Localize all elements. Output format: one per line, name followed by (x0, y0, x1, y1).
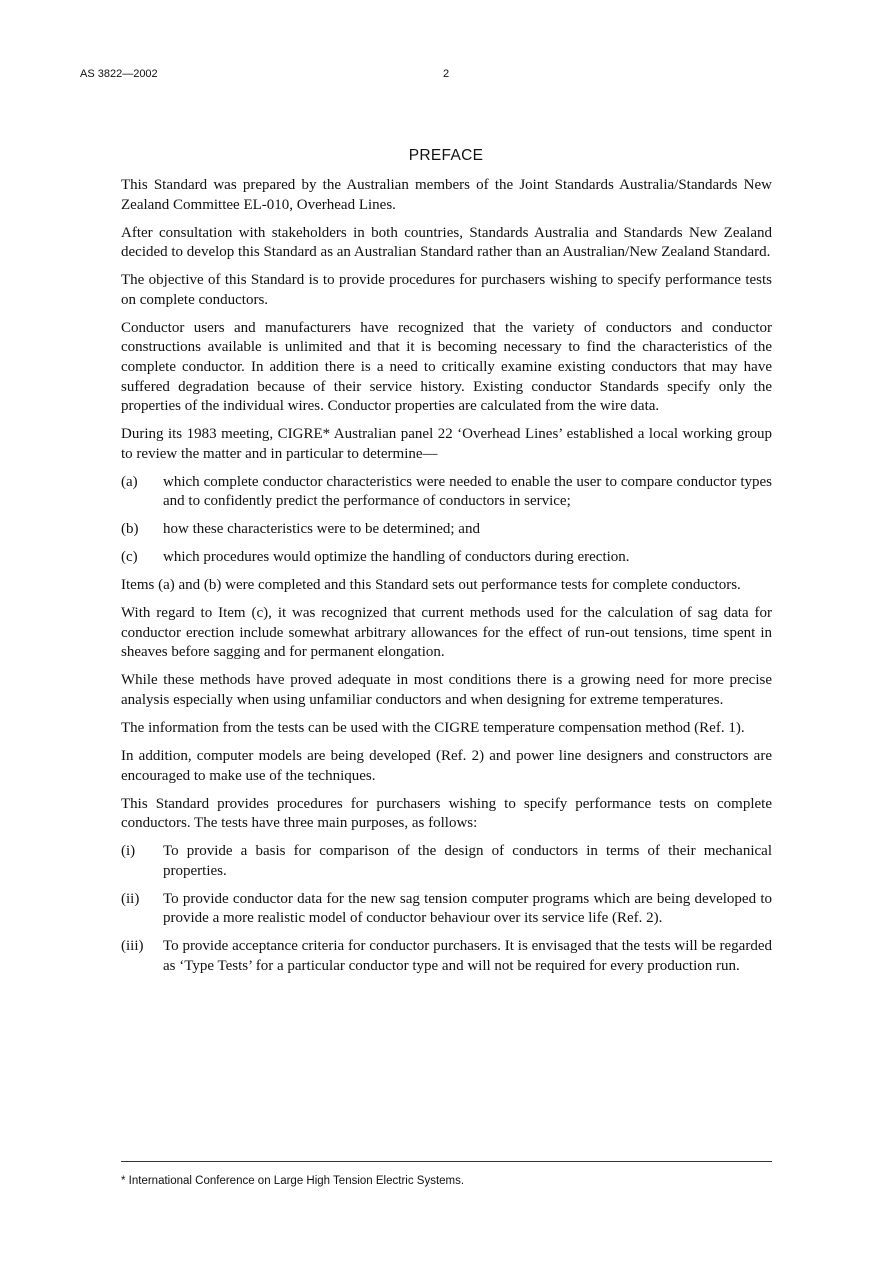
list-item-label: (b) (121, 521, 139, 538)
list-item-label: (ii) (121, 890, 140, 907)
paragraph: Conductor users and manufacturers have recognized that the variety of conductors and conductor constructions available is unlimited and that it is becoming necessary to find the characteristics of the complete conductor. In addition there is a need to critically examine existing conductors that may have suffered degradation because of their service history. Existing conductor Standards specify only the properties of the individual wires. Conductor properties are calculated from the wire data. (121, 319, 772, 415)
list-item (121, 842, 772, 881)
list-item-label: (iii) (121, 938, 144, 955)
footnote: * International Conference on Large High Tension Electric Systems. (121, 1175, 465, 1187)
list-item-text: To provide acceptance criteria for conductor purchasers. It is envisaged that the tests will be regarded as ‘Type Tests’ for a particular conductor type and will not be required for every production run. (163, 938, 772, 974)
paragraph: With regard to Item (c), it was recognized that current methods used for the calculation of sag data for conductor erection include somewhat arbitrary allowances for the effect of run-out tensions, time spent in sheaves before sagging and for permanent elongation. (121, 605, 772, 661)
paragraph: The objective of this Standard is to provide procedures for purchasers wishing to specify performance tests on complete conductors. (121, 272, 772, 308)
preface-body (121, 176, 772, 985)
paragraph: This Standard provides procedures for purchasers wishing to specify performance tests on complete conductors. The tests have three main purposes, as follows: (121, 795, 772, 832)
paragraph: The information from the tests can be used with the CIGRE temperature compensation method (Ref. 1). (121, 719, 745, 736)
paragraph: After consultation with stakeholders in both countries, Standards Australia and Standards New Zealand decided to develop this Standard as an Australian Standard rather than an Australian/New Zealand Standard. (121, 224, 772, 261)
paragraph: While these methods have proved adequate in most conditions there is a growing need for more precise analysis especially when using unfamiliar conductors and when designing for extreme temperatures. (121, 672, 772, 708)
list-item-label: (a) (121, 473, 138, 490)
list-item (121, 890, 772, 929)
list-item-text: which procedures would optimize the handling of conductors during erection. (163, 549, 630, 566)
paragraph: Items (a) and (b) were completed and this Standard sets out performance tests for complete conductors. (121, 577, 741, 594)
paragraph: In addition, computer models are being developed (Ref. 2) and power line designers and constructors are encouraged to make use of the techniques. (121, 747, 772, 784)
page-number: 2 (442, 68, 450, 80)
paragraph: During its 1983 meeting, CIGRE* Australian panel 22 ‘Overhead Lines’ established a local working group to review the matter and in particular to determine— (121, 426, 772, 462)
footnote-divider (121, 1161, 772, 1162)
paragraph: This Standard was prepared by the Australian members of the Joint Standards Australia/Standards New Zealand Committee EL-010, Overhead Lines. (121, 177, 772, 213)
list-item-label: (c) (121, 549, 138, 566)
list-item-text: To provide conductor data for the new sag tension computer programs which are being developed to provide a more realistic model of conductor behaviour over its service life (Ref. 2). (163, 890, 772, 927)
list-item-label: (i) (121, 843, 136, 860)
page-title: PREFACE (408, 147, 484, 164)
list-item (121, 473, 772, 512)
list-item-text: which complete conductor characteristics were needed to enable the user to compare conductor types and to confidently predict the performance of conductors in service; (163, 473, 772, 510)
list-item (121, 520, 772, 540)
list-item-text: To provide a basis for comparison of the design of conductors in terms of their mechanical properties. (163, 843, 772, 879)
list-item-text: how these characteristics were to be determined; and (163, 521, 480, 538)
document-id: AS 3822—2002 (80, 68, 158, 80)
list-item (121, 937, 772, 976)
list-item (121, 548, 772, 568)
